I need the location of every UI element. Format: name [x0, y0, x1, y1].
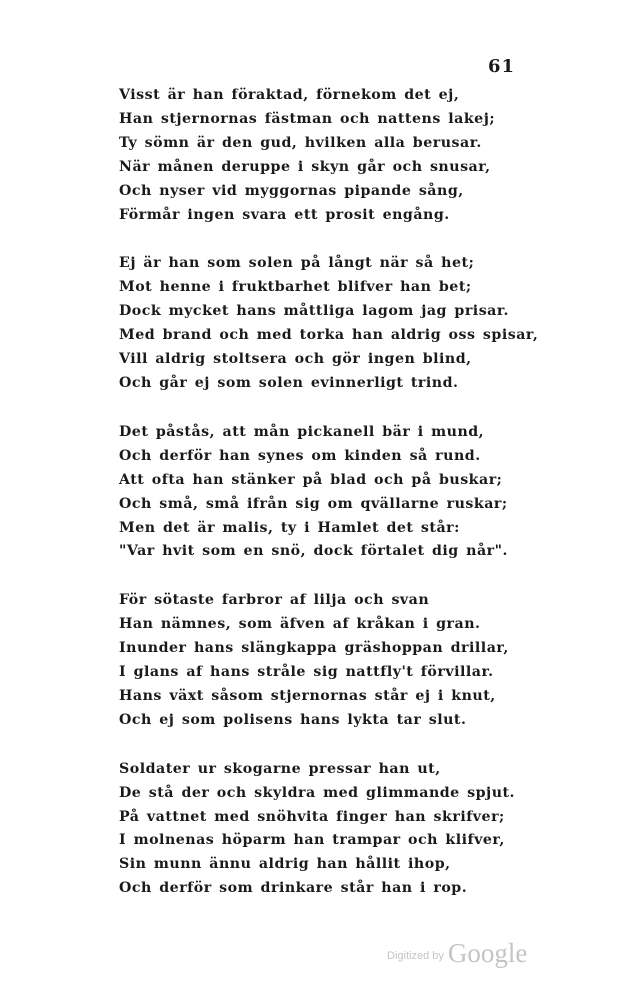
- stanza: [119, 84, 499, 227]
- stanza: [119, 421, 508, 564]
- poem-line: Och nyser vid myggornas pipande sång,: [119, 182, 464, 199]
- poem-line: Visst är han föraktad, förnekom det ej,: [119, 87, 460, 103]
- poem-line: När månen deruppe i skyn går och snusar,: [119, 158, 491, 175]
- poem-line: De stå der och skyldra med glimmande spjut.: [119, 784, 515, 801]
- poem-line: Men det är malis, ty i Hamlet det står:: [119, 519, 460, 536]
- stanza: [119, 589, 509, 732]
- poem-line: Han stjernornas fästman och nattens lakej;: [119, 110, 496, 127]
- stanza: [119, 758, 515, 901]
- poem-line: I glans af hans stråle sig nattfly't förvillar.: [119, 664, 494, 681]
- stanza: [119, 252, 539, 395]
- poem-line: Ty sömn är den gud, hvilken alla berusar.: [119, 134, 482, 151]
- poem-line: Att ofta han stänker på blad och på buskar;: [119, 471, 503, 488]
- watermark-prefix: Digitized by: [387, 950, 444, 962]
- poem-line: Hans växt såsom stjernornas står ej i knut,: [119, 687, 496, 704]
- poem-line: Och derför som drinkare står han i rop.: [119, 880, 468, 897]
- poem-line: Det påstås, att mån pickanell bär i mund,: [119, 423, 485, 440]
- poem-line: "Var hvit som en snö, dock förtalet dig når".: [119, 543, 508, 560]
- poem-line: Han nämnes, som äfven af kråkan i gran.: [119, 616, 481, 633]
- digitized-watermark: [387, 940, 527, 967]
- poem-line: Och derför han synes om kinden så rund.: [119, 447, 481, 464]
- poem-line: Ej är han som solen på långt när så het;: [119, 255, 475, 272]
- poem-line: För sötaste farbror af lilja och svan: [119, 592, 430, 609]
- poem-line: Sin munn ännu aldrig han hållit ihop,: [119, 856, 451, 873]
- poem-line: Dock mycket hans måttliga lagom jag prisar.: [119, 303, 509, 320]
- poem-line: Inunder hans slängkappa gräshoppan drillar,: [119, 640, 509, 657]
- page-number: 61: [488, 56, 516, 77]
- poem-line: Och går ej som solen evinnerligt trind.: [119, 374, 459, 391]
- poem-line: Soldater ur skogarne pressar han ut,: [119, 760, 441, 777]
- poem-line: Vill aldrig stoltsera och gör ingen blind,: [119, 351, 472, 368]
- poem-line: Förmår ingen svara ett prosit engång.: [119, 206, 450, 223]
- poem-line: På vattnet med snöhvita finger han skrifver;: [119, 808, 505, 825]
- poem-line: Mot henne i fruktbarhet blifver han bet;: [119, 279, 472, 296]
- poem-line: Med brand och med torka han aldrig oss spisar,: [119, 327, 539, 344]
- poem-line: Och ej som polisens hans lykta tar slut.: [119, 711, 467, 728]
- poem: [119, 84, 539, 926]
- poem-line: Och små, små ifrån sig om qvällarne ruskar;: [119, 495, 508, 512]
- google-logo: Google: [447, 938, 528, 968]
- poem-line: I molnenas höparm han trampar och klifver,: [119, 832, 505, 849]
